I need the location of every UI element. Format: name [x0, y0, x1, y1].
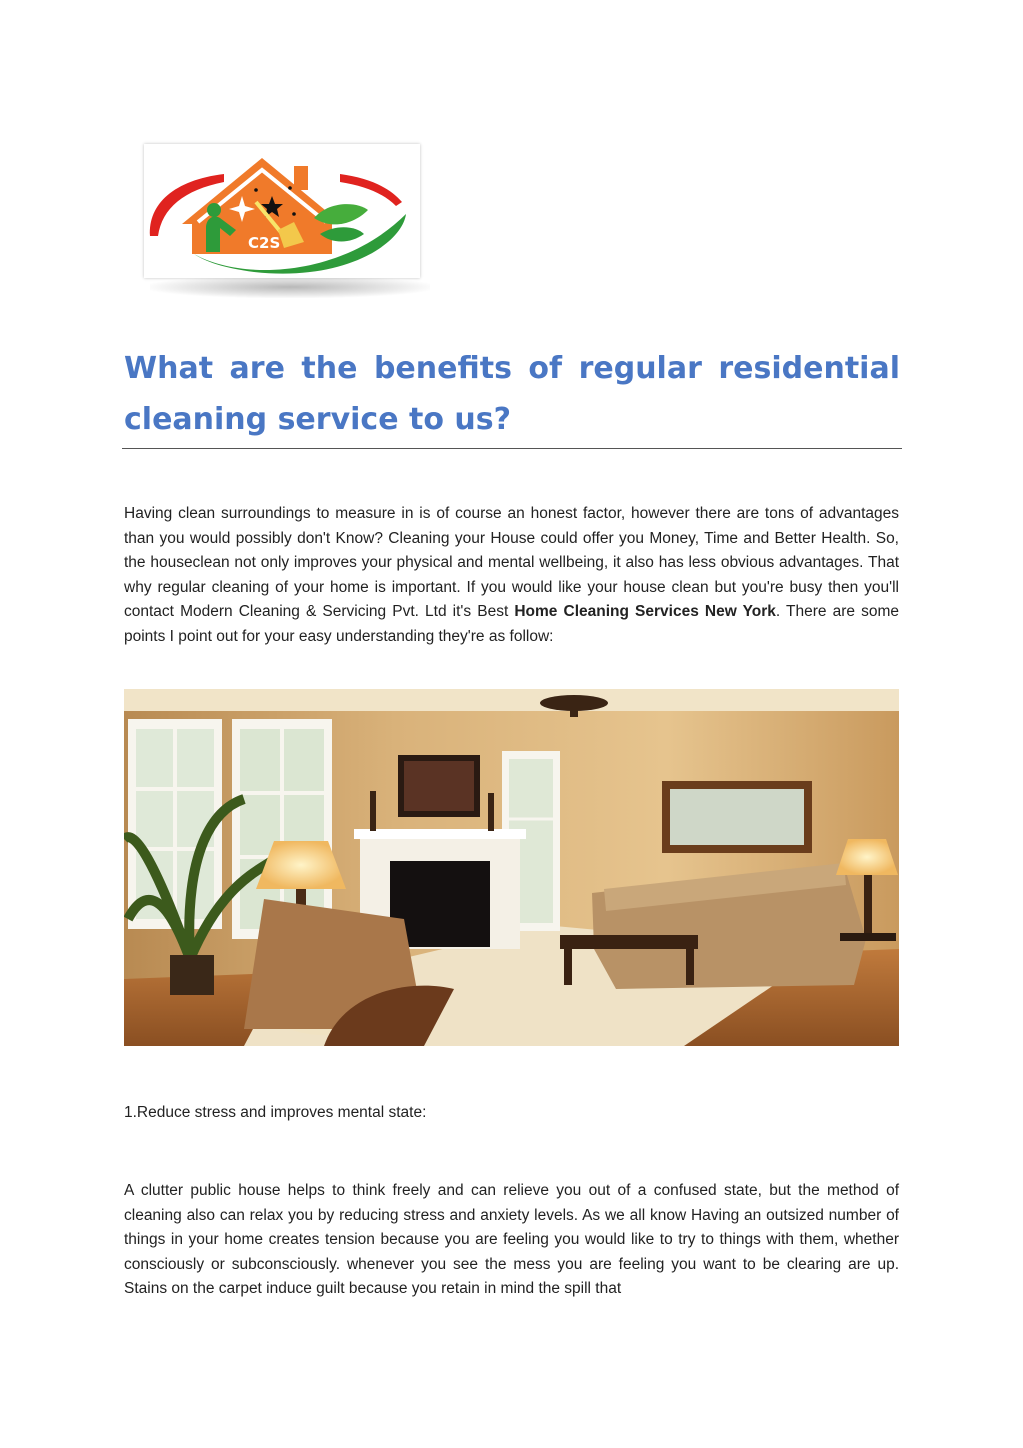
home-cleaning-services-link-text: Home Cleaning Services New York [514, 603, 776, 621]
section1-heading: 1.Reduce stress and improves mental state: [124, 1104, 427, 1121]
living-room-photo [124, 689, 899, 1046]
article-title: What are the benefits of regular residential cleaning service to us? [124, 351, 900, 437]
intro-paragraph [124, 502, 899, 650]
intro-text-before: Having clean surroundings to measure in is of course an honest factor, however there are tons of advantages than you would possibly don't Know? Cleaning your House could offer you Money, Time and Better Health. So, the houseclean not only improves your physical and mental wellbeing, it also has less obvious advantages. That why regular cleaning of your home is important. If you would like your house clean but you're busy then you'll contact Modern Cleaning & Servicing Pvt. Ltd it's Best [124, 505, 899, 621]
intro-text-after: . There are some points I point out for your easy understanding they're as follow: [124, 603, 899, 645]
logo-shadow [150, 276, 430, 298]
living-room-illustration [124, 689, 899, 1046]
logo-frame [144, 144, 420, 278]
logo-brand-text: C2S [248, 234, 281, 252]
section1-paragraph: A clutter public house helps to think freely and can relieve you out of a confused state, but the method of cleaning also can relax you by reducing stress and anxiety levels. As we all know Having an outsized number of things in your home creates tension because you are feeling you would like to try to things with them, whether consciously or subconsciously. whenever you see the mess you are feeling you want to be clearing are up. Stains on the carpet induce guilt because you retain in mind the spill that [124, 1182, 899, 1298]
title-divider [122, 448, 902, 449]
house-broom-leaf-logo-icon [144, 144, 420, 278]
company-logo [144, 144, 420, 278]
